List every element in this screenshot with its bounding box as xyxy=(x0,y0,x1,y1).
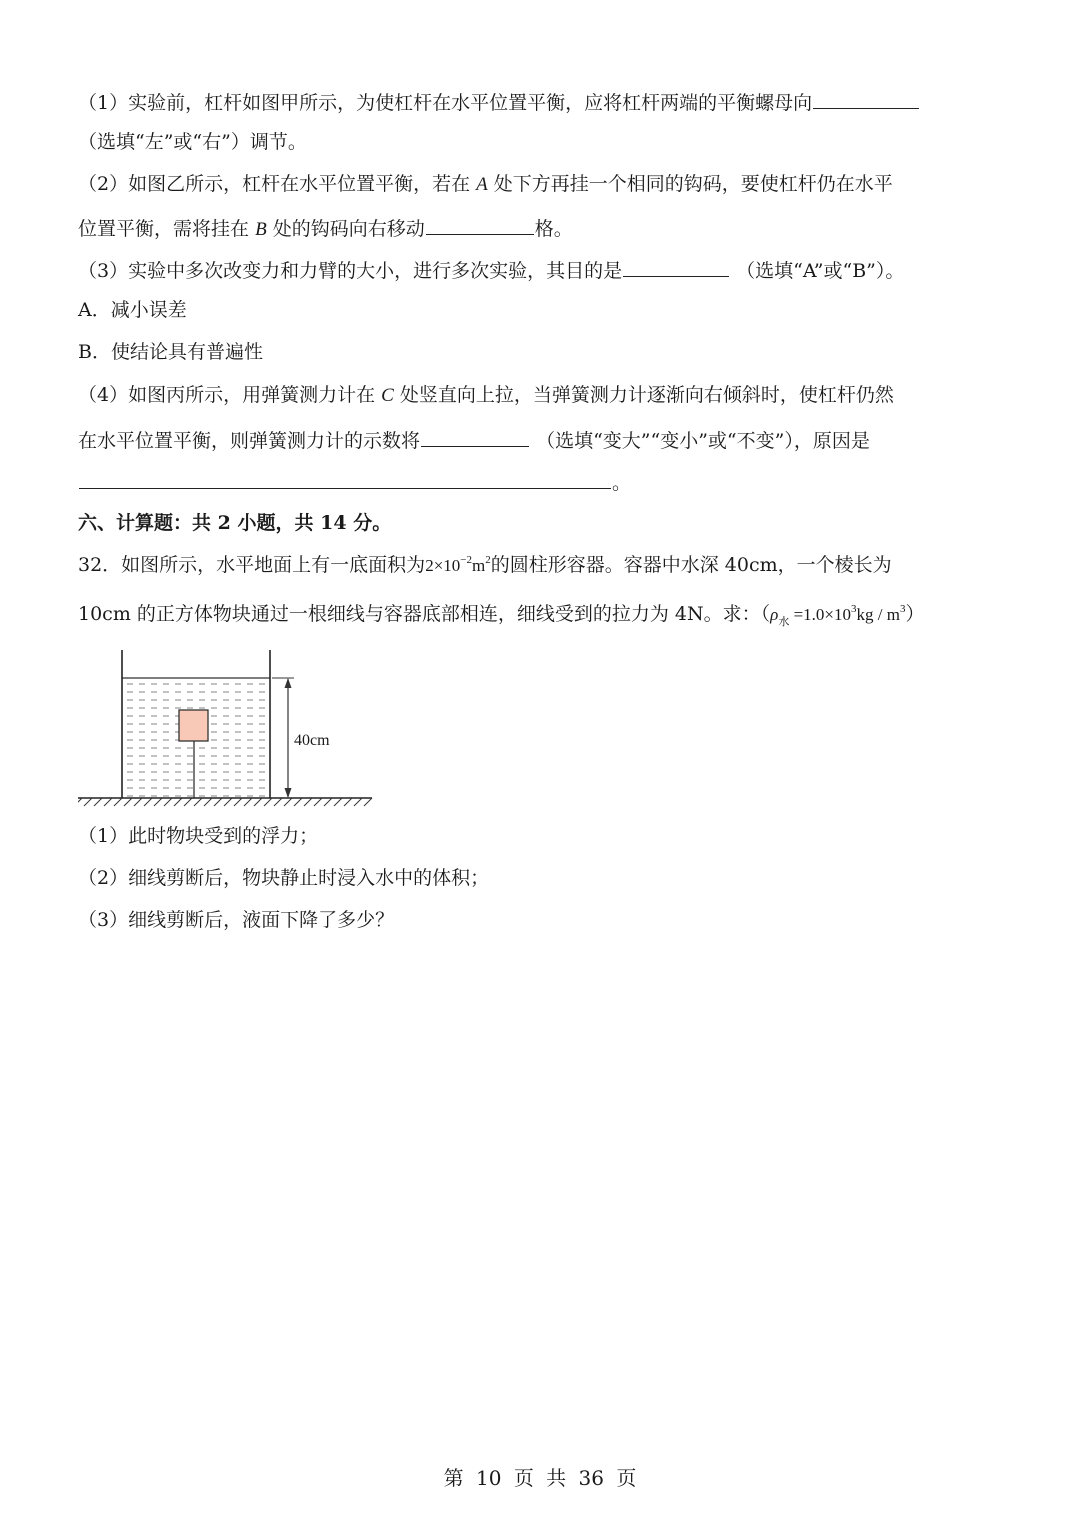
page-footer: 第 10 页 共 36 页 xyxy=(443,1466,637,1490)
ground-hatching xyxy=(78,798,372,806)
q31-part1-line1: （1）实验前，杠杆如图甲所示，为使杠杆在水平位置平衡，应将杠杆两端的平衡螺母向 xyxy=(78,88,920,115)
q32-line1: 32．如图所示，水平地面上有一底面积为$2\times 10^{-2}m^2$的圆柱形容器。容器中水深 40cm，一个棱长为 xyxy=(78,554,892,576)
q31-part3: （3）实验中多次改变力和力臂的大小，进行多次实验，其目的是 （选填“A”或“B”）。 xyxy=(78,256,904,283)
q31-part4-line2: 在水平位置平衡，则弹簧测力计的示数将 （选填“变大”“变小”或“不变”），原因是 xyxy=(78,426,870,453)
section6-heading: 六、计算题：共 2 小题，共 14 分。 xyxy=(78,512,392,534)
q32-line2: 10cm 的正方体物块通过一根细线与容器底部相连，细线受到的拉力为 4N。求：$(\rho_水 =1.0\times 10^3kg / m^3)$ xyxy=(78,603,925,628)
density-formula: $\rho_水 =1.0\times 10^3kg / m^3$ xyxy=(770,603,906,628)
q31-part2-line2: 位置平衡，需将挂在 B 处的钩码向右移动 格。 xyxy=(78,214,573,242)
arrow-up-icon xyxy=(285,678,292,688)
q32-sub1: （1）此时物块受到的浮力； xyxy=(78,825,319,847)
option-b: B．使结论具有普遍性 xyxy=(78,341,263,363)
container-figure xyxy=(78,648,378,810)
area-formula: $2\times 10^{-2}m^2$ xyxy=(425,554,491,575)
point-b-label: B xyxy=(255,219,267,240)
q31-part1-line2: （选填“左”或“右”）调节。 xyxy=(78,131,307,153)
answer-blank-1[interactable] xyxy=(813,88,919,109)
point-a-label: A xyxy=(476,174,488,195)
option-a: A．减小误差 xyxy=(78,299,187,321)
q31-part2-line1: （2）如图乙所示，杠杆在水平位置平衡，若在 A 处下方再挂一个相同的钩码，要使杠杆仍在水平 xyxy=(78,173,893,195)
cube-block xyxy=(179,710,208,741)
q31-part4-line1: （4）如图丙所示，用弹簧测力计在 C 处竖直向上拉，当弹簧测力计逐渐向右倾斜时，使杠杆仍然 xyxy=(78,384,894,406)
q31-part4-line3: 。 xyxy=(78,468,631,495)
answer-blank-3[interactable] xyxy=(623,256,729,277)
q32-sub2: （2）细线剪断后，物块静止时浸入水中的体积； xyxy=(78,867,490,889)
point-c-label: C xyxy=(381,385,394,406)
answer-blank-2[interactable] xyxy=(426,214,534,235)
depth-label: 40cm xyxy=(294,732,330,749)
answer-blank-4[interactable] xyxy=(421,426,529,447)
arrow-down-icon xyxy=(285,788,292,798)
q32-sub3: （3）细线剪断后，液面下降了多少？ xyxy=(78,909,395,931)
answer-blank-5[interactable] xyxy=(79,468,611,489)
